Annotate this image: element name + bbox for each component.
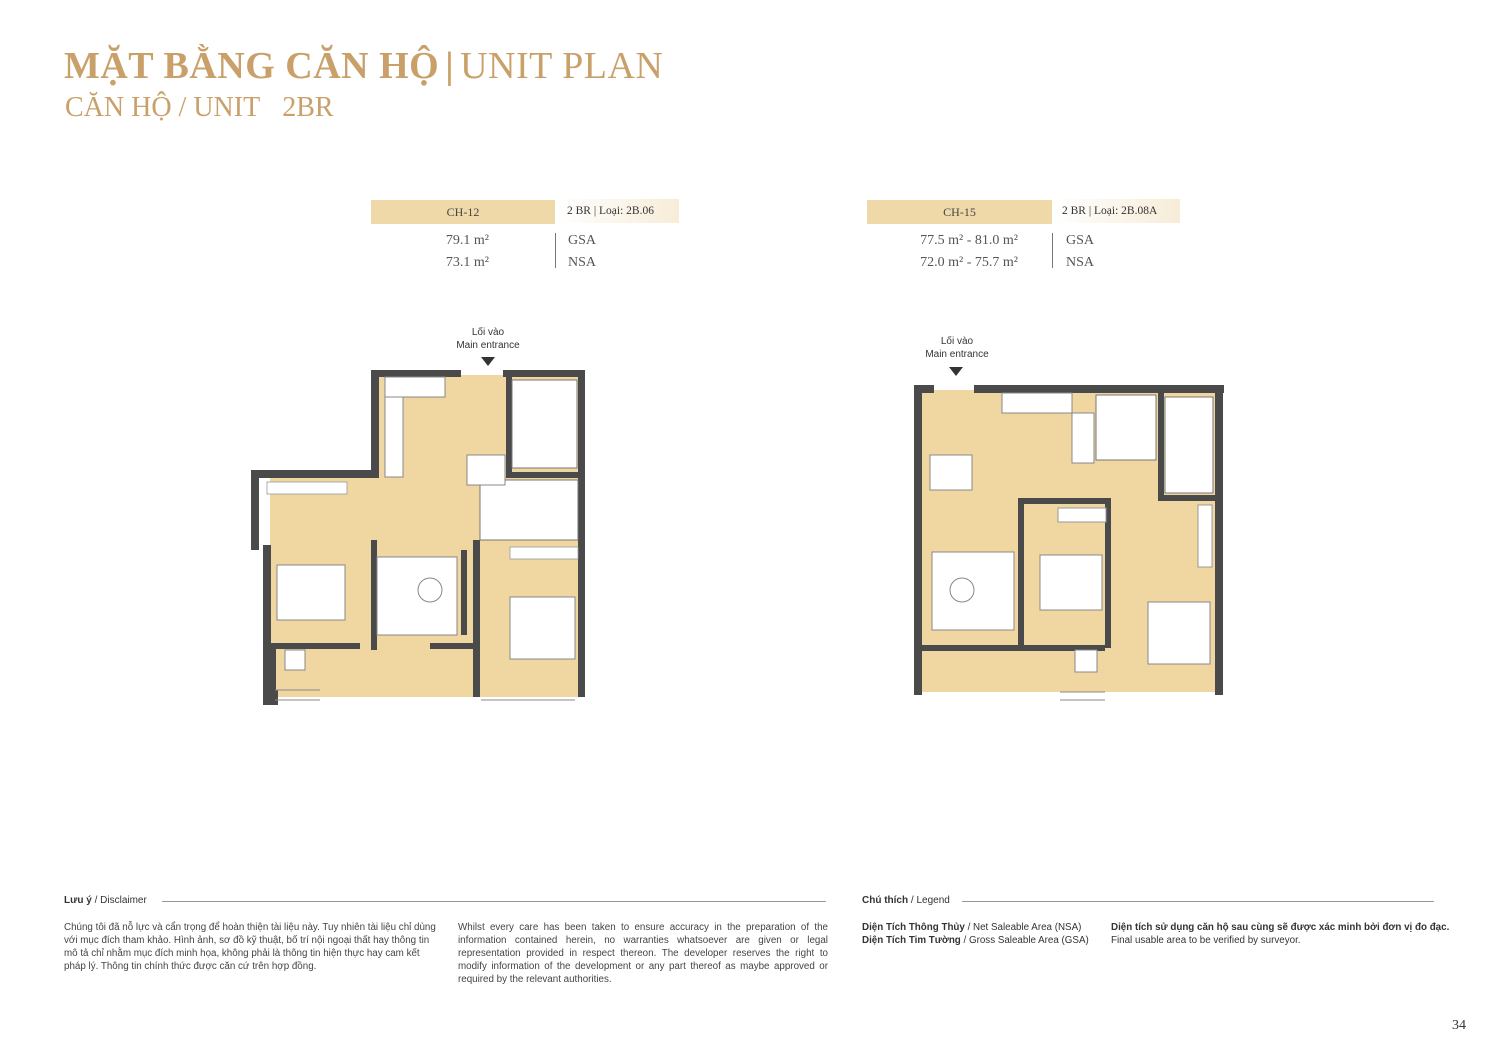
entrance-vi: Lối vào — [940, 336, 974, 347]
gsa-value: 77.5 m² - 81.0 m² — [920, 233, 1018, 248]
title-en: UNIT PLAN — [460, 45, 664, 87]
kitchen-counter — [385, 377, 445, 397]
gsa-value: 79.1 m² — [445, 233, 489, 248]
divider — [162, 901, 826, 902]
legend-note-vi: Diện tích sử dụng căn hộ sau cùng sẽ được xác minh bởi đơn vị đo đạc. — [1111, 922, 1450, 933]
gsa-label: GSA — [1066, 233, 1095, 248]
washer — [285, 650, 305, 670]
nsa-label: NSA — [568, 255, 597, 270]
kitchen-counter — [1072, 413, 1094, 463]
dining-table — [930, 455, 972, 490]
gsa-label: GSA — [568, 233, 597, 248]
bed — [1040, 555, 1102, 610]
entrance-label — [438, 326, 538, 352]
entrance-label — [907, 335, 1007, 361]
legend-heading — [862, 895, 950, 906]
bathroom — [1096, 395, 1156, 460]
bathroom — [480, 480, 578, 540]
title-separator: | — [445, 45, 455, 87]
unit-code-tag: CH-15 — [867, 200, 1052, 224]
bed — [1148, 602, 1210, 664]
divider — [555, 233, 556, 268]
bathroom — [1165, 397, 1213, 493]
bed — [510, 597, 575, 659]
unit-type-label: 2 BR | Loại: 2B.08A — [1052, 199, 1180, 223]
wardrobe — [1058, 508, 1106, 522]
legend-heading-en: / Legend — [908, 895, 950, 906]
disclaimer-text-vi: Chúng tôi đã nỗ lực và cẩn trọng để hoàn thiện tài liệu này. Tuy nhiên tài liệu chỉ dùng với mục đích tham khảo. Hình ảnh, sơ đồ kỹ thuật, bố trí nội ngoại thất hay thông tin mô tả chỉ nhằm mục đích minh họa, không phải là thông tin hiện thực hay cam kết pháp lý. Thông tin chính thức được căn cứ trên hợp đồng. — [64, 922, 436, 972]
legend-nsa — [862, 921, 1081, 934]
divider — [962, 901, 1434, 902]
entrance-en: Main entrance — [925, 349, 989, 360]
page-subtitle — [65, 92, 334, 124]
legend-gsa-vi: Diện Tích Tim Tường — [862, 935, 961, 946]
dining-table — [467, 455, 505, 485]
kitchen-counter — [385, 397, 403, 477]
washer — [1075, 650, 1097, 672]
disclaimer-heading-vi: Lưu ý — [64, 895, 92, 906]
title-vi: MẶT BẰNG CĂN HỘ — [64, 45, 440, 87]
entrance-vi: Lối vào — [471, 327, 505, 338]
kitchen-counter — [1002, 393, 1072, 413]
nsa-label: NSA — [1066, 255, 1095, 270]
entrance-arrow-icon — [949, 367, 963, 376]
legend-nsa-en: / Net Saleable Area (NSA) — [964, 922, 1082, 933]
bed — [277, 565, 345, 620]
living-area — [377, 557, 457, 635]
coffee-table — [418, 578, 442, 602]
legend-nsa-vi: Diện Tích Thông Thủy — [862, 922, 965, 933]
wardrobe — [1198, 505, 1212, 567]
legend-heading-vi: Chú thích — [862, 895, 909, 906]
nsa-value: 73.1 m² — [445, 255, 489, 270]
page-number: 34 — [1452, 1018, 1466, 1033]
page-title — [64, 44, 663, 88]
balcony-railing — [1060, 692, 1105, 700]
floor-plan-ch15 — [910, 380, 1230, 710]
legend-note — [1111, 921, 1449, 934]
legend-gsa — [862, 934, 1089, 947]
legend-gsa-en: / Gross Saleable Area (GSA) — [960, 935, 1089, 946]
subtitle-type: 2BR — [282, 92, 334, 123]
floor-plan-ch12 — [245, 365, 590, 710]
entrance-en: Main entrance — [456, 340, 520, 351]
disclaimer-heading — [64, 895, 147, 906]
nsa-value: 72.0 m² - 75.7 m² — [920, 255, 1018, 270]
disclaimer-text-en: Whilst every care has been taken to ensure accuracy in the preparation of the information contained herein, no warranties whatsoever are given or legal representation provided in respect thereon. The developer reserves the right to modify information of the development or any part thereof as maybe approved or required by the relevant authorities. — [458, 922, 828, 985]
unit-type-label: 2 BR | Loại: 2B.06 — [557, 199, 679, 223]
legend-note-en: Final usable area to be verified by surveyor. — [1111, 935, 1301, 946]
subtitle-text: CĂN HỘ / UNIT — [65, 92, 261, 123]
divider — [1052, 233, 1053, 268]
disclaimer-heading-en: / Disclaimer — [91, 895, 147, 906]
bathroom — [512, 380, 577, 468]
unit-code-tag: CH-12 — [371, 200, 555, 224]
coffee-table — [950, 578, 974, 602]
